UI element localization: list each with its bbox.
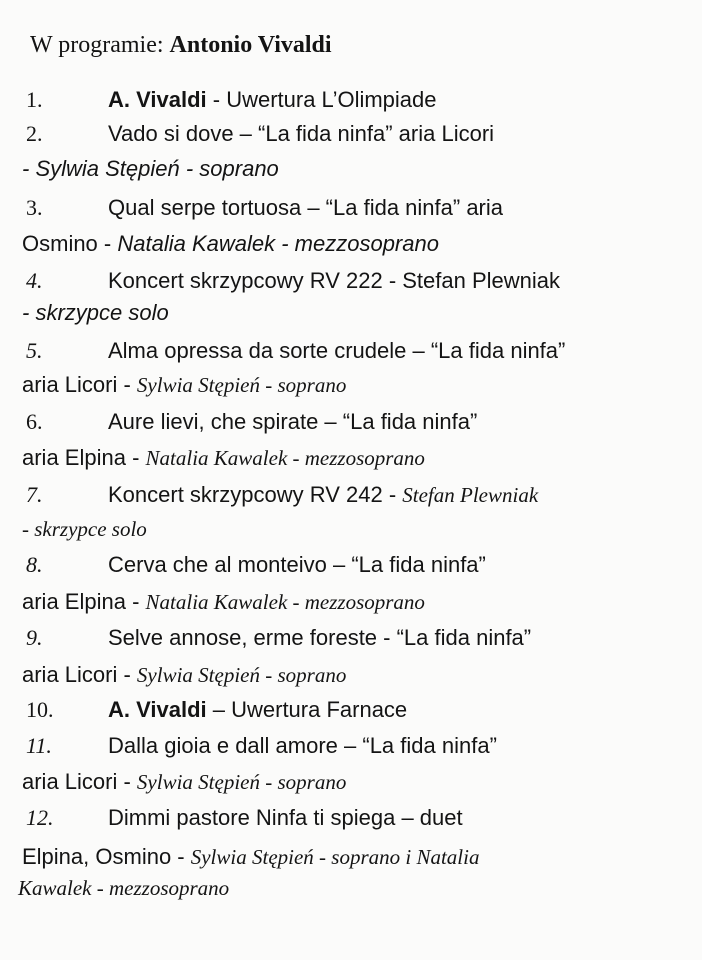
item-artist: Natalia Kawalek - mezzosoprano (117, 231, 439, 256)
item-title: Vado si dove – “La fida ninfa” aria Licori (108, 121, 495, 146)
item-title: Aure lievi, che spirate – “La fida ninfa” (108, 409, 478, 434)
item-role: aria Elpina - (22, 445, 146, 470)
program-item-5 (26, 336, 696, 366)
item-number: 4. (26, 268, 43, 293)
item-number: 2. (26, 121, 43, 146)
item-performer: - skrzypce solo (22, 517, 147, 541)
program-item-6 (26, 407, 696, 437)
item-number: 12. (26, 805, 54, 830)
item-title: Koncert skrzypcowy RV 222 - Stefan Plewniak (108, 268, 561, 293)
item-title: – Uwertura Farnace (206, 697, 408, 722)
item-title: Dimmi pastore Ninfa ti spiega – duet (108, 805, 463, 830)
item-artist: Sylwia Stępień - soprano (136, 770, 347, 794)
item-performer (22, 443, 692, 473)
item-number: 10. (26, 697, 54, 722)
item-performer-continued: Kawalek - mezzosoprano (18, 876, 230, 900)
item-artist: Natalia Kawalek - mezzosoprano (145, 590, 425, 614)
item-number: 5. (26, 338, 43, 363)
item-composer: A. Vivaldi (108, 697, 207, 722)
heading-composer: Antonio Vivaldi (169, 32, 332, 58)
item-title: Alma opressa da sorte crudele – “La fida ninfa” (108, 338, 566, 363)
item-number: 7. (26, 482, 43, 507)
program-item-9 (26, 623, 696, 653)
item-number: 6. (26, 409, 43, 434)
item-performer: - Sylwia Stępień - soprano (22, 156, 279, 181)
item-number: 1. (26, 87, 43, 112)
program-item-7 (26, 480, 696, 510)
item-number: 8. (26, 552, 43, 577)
item-performer (22, 660, 692, 690)
item-number: 9. (26, 625, 43, 650)
item-title: Qual serpe tortuosa – “La fida ninfa” aria (108, 195, 504, 220)
heading-prefix: W programie: (30, 32, 164, 58)
item-performer (22, 370, 692, 400)
program-heading (30, 32, 690, 59)
item-performer (22, 767, 692, 797)
item-role: aria Licori - (22, 769, 137, 794)
item-title: - Uwertura L’Olimpiade (206, 87, 437, 112)
item-title: Selve annose, erme foreste - “La fida ninfa” (108, 625, 532, 650)
item-number: 3. (26, 195, 43, 220)
program-item-2 (26, 119, 696, 149)
program-item-8 (26, 550, 696, 580)
item-artist: Sylwia Stępień - soprano i Natalia (190, 845, 480, 869)
item-performer (22, 229, 692, 259)
item-performer: - skrzypce solo (22, 300, 169, 325)
item-performer (22, 587, 692, 617)
item-title: Cerva che al monteivo – “La fida ninfa” (108, 552, 486, 577)
item-artist: Natalia Kawalek - mezzosoprano (145, 446, 425, 470)
program-item-1 (26, 85, 696, 115)
item-role: aria Licori - (22, 662, 137, 687)
program-item-3 (26, 193, 696, 223)
program-item-11 (26, 731, 696, 761)
program-item-12 (26, 803, 696, 833)
item-performer (22, 842, 692, 872)
item-role: Elpina, Osmino - (22, 844, 191, 869)
program-item-10 (26, 695, 696, 725)
item-title: Koncert skrzypcowy RV 242 - (108, 482, 403, 507)
item-composer: A. Vivaldi (108, 87, 207, 112)
item-role: Osmino - (22, 231, 118, 256)
program-item-4 (26, 266, 696, 296)
item-artist: Sylwia Stępień - soprano (136, 663, 347, 687)
item-artist: Stefan Plewniak (402, 483, 539, 507)
item-role: aria Licori - (22, 372, 137, 397)
item-number: 11. (26, 733, 52, 758)
item-artist: Sylwia Stępień - soprano (136, 373, 347, 397)
item-title: Dalla gioia e dall amore – “La fida ninfa” (108, 733, 497, 758)
item-role: aria Elpina - (22, 589, 146, 614)
